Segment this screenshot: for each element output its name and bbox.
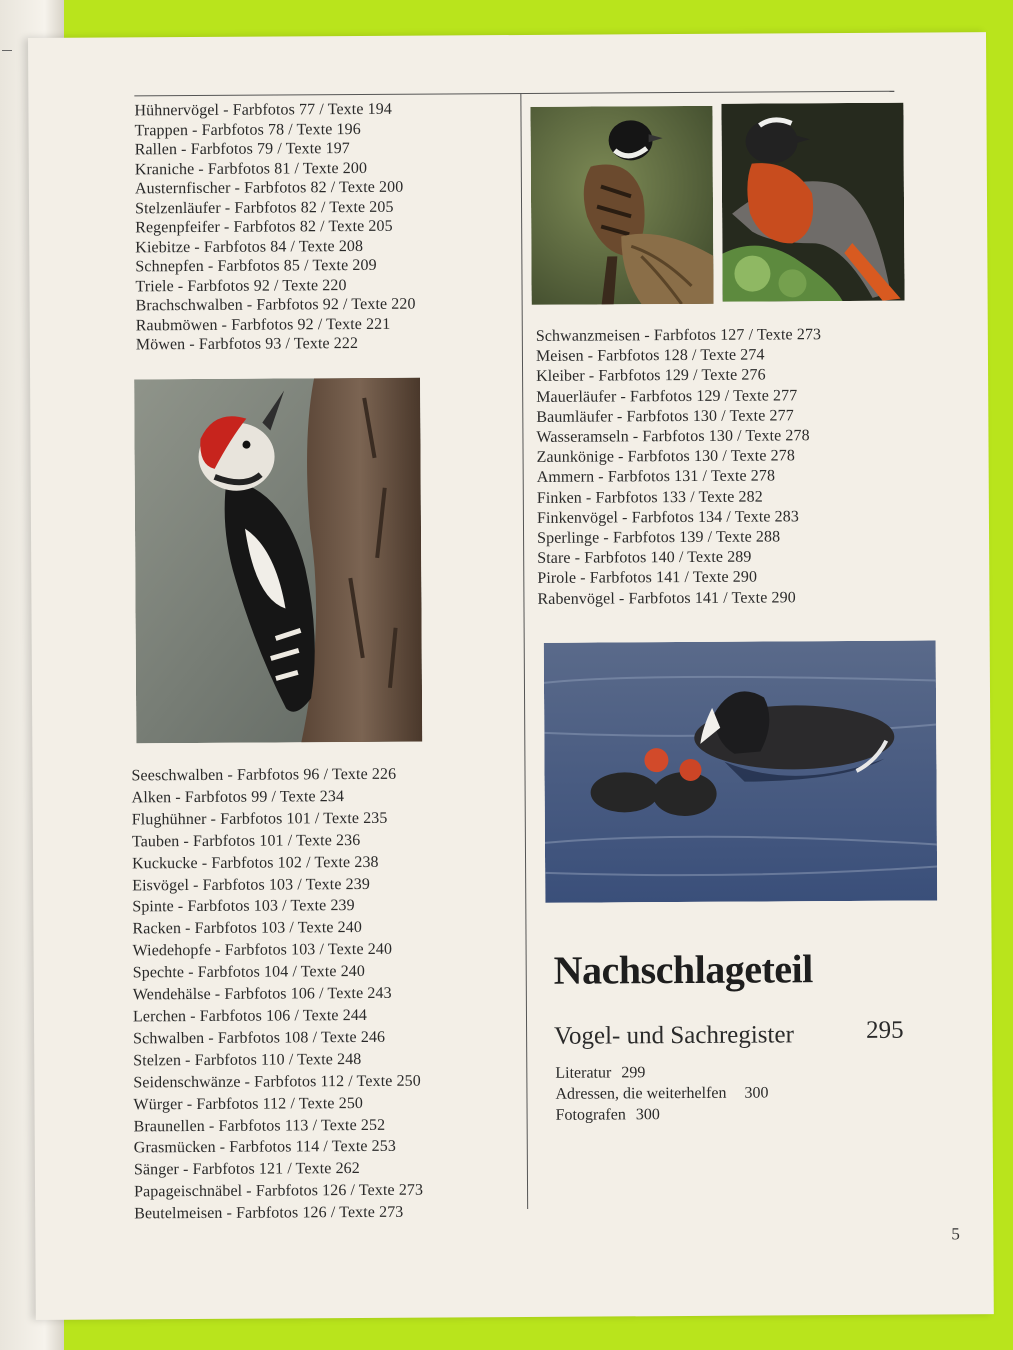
contents-entry: Racken - Farbfotos 103 / Texte 240 [132, 919, 362, 938]
contents-entry: Würger - Farbfotos 112 / Texte 250 [133, 1094, 364, 1113]
contents-entry: Schwanzmeisen - Farbfotos 127 / Texte 273 [535, 326, 822, 345]
contents-entry: Papageischnäbel - Farbfotos 126 / Texte 273 [133, 1181, 424, 1201]
contents-entry: Möwen - Farbfotos 93 / Texte 222 [135, 334, 359, 354]
contents-entry: Schwalben - Farbfotos 108 / Texte 246 [133, 1028, 386, 1048]
contents-entry: Alken - Farbfotos 99 / Texte 234 [131, 787, 345, 807]
contents-entry: Meisen - Farbfotos 128 / Texte 274 [535, 346, 765, 366]
contents-entry: Spinte - Farbfotos 103 / Texte 239 [132, 897, 355, 916]
contents-list-right [536, 325, 823, 610]
contents-entry: Eisvögel - Farbfotos 103 / Texte 239 [132, 875, 370, 894]
coot-photo [544, 640, 938, 902]
contents-list-left-top [134, 100, 415, 355]
contents-entry: Seeschwalben - Farbfotos 96 / Texte 226 [131, 765, 397, 785]
reference-item-adressen: Adressen, die weiterhelfen 300 [555, 1084, 769, 1103]
woodpecker-photo [134, 378, 422, 744]
book-page [28, 32, 994, 1320]
contents-entry: Hühnervögel - Farbfotos 77 / Texte 194 [134, 100, 392, 120]
section-heading: Nachschlageteil [553, 946, 813, 993]
contents-entry: Seidenschwänze - Farbfotos 112 / Texte 250 [133, 1072, 421, 1092]
contents-entry: Rabenvögel - Farbfotos 141 / Texte 290 [537, 588, 796, 608]
page-number: 5 [951, 1224, 960, 1244]
contents-entry: Wiedehopfe - Farbfotos 103 / Texte 240 [132, 941, 393, 960]
contents-entry: Triele - Farbfotos 92 / Texte 220 [135, 276, 347, 295]
contents-entry: Wasseramseln - Farbfotos 130 / Texte 278 [536, 427, 810, 446]
contents-entry: Finkenvögel - Farbfotos 134 / Texte 283 [536, 508, 800, 527]
contents-entry: Kuckucke - Farbfotos 102 / Texte 238 [131, 853, 379, 873]
contents-entry: Wendehälse - Farbfotos 106 / Texte 243 [132, 984, 392, 1004]
reed-bunting-photo [530, 106, 713, 305]
contents-entry: Grasmücken - Farbfotos 114 / Texte 253 [133, 1138, 397, 1157]
register-label: Vogel- und Sachregister [554, 1021, 794, 1050]
reference-items [555, 1061, 768, 1125]
contents-entry: Sänger - Farbfotos 121 / Texte 262 [133, 1160, 360, 1179]
contents-entry: Baumläufer - Farbfotos 130 / Texte 277 [536, 407, 794, 426]
contents-entry: Ammern - Farbfotos 131 / Texte 278 [536, 467, 776, 487]
contents-entry: Stare - Farbfotos 140 / Texte 289 [537, 548, 752, 568]
top-rule [134, 91, 894, 97]
column-rule [520, 93, 528, 1209]
contents-entry: Spechte - Farbfotos 104 / Texte 240 [132, 963, 366, 982]
contents-entry: Mauerläufer - Farbfotos 129 / Texte 277 [536, 386, 798, 406]
contents-entry: Beutelmeisen - Farbfotos 126 / Texte 273 [134, 1203, 404, 1223]
contents-entry: Tauben - Farbfotos 101 / Texte 236 [131, 831, 361, 851]
contents-list-left-bottom [131, 764, 423, 1226]
contents-entry: Raubmöwen - Farbfotos 92 / Texte 221 [135, 315, 391, 334]
contents-entry: Flughühner - Farbfotos 101 / Texte 235 [131, 809, 388, 829]
contents-entry: Sperlinge - Farbfotos 139 / Texte 288 [537, 528, 781, 547]
contents-entry: Kiebitze - Farbfotos 84 / Texte 208 [135, 237, 364, 256]
redstart-photo [721, 103, 904, 302]
contents-entry: Rallen - Farbfotos 79 / Texte 197 [134, 140, 350, 159]
contents-entry: Austernfischer - Farbfotos 82 / Texte 200 [134, 178, 404, 198]
page-edge-mark [2, 50, 12, 51]
contents-entry: Kraniche - Farbfotos 81 / Texte 200 [134, 159, 368, 178]
reference-item-fotografen: Fotografen 300 [555, 1106, 660, 1124]
contents-entry: Kleiber - Farbfotos 129 / Texte 276 [536, 366, 766, 386]
reference-item-literatur: Literatur 299 [555, 1064, 646, 1082]
contents-entry: Regenpfeifer - Farbfotos 82 / Texte 205 [135, 217, 393, 237]
contents-entry: Schnepfen - Farbfotos 85 / Texte 209 [135, 256, 377, 276]
contents-entry: Lerchen - Farbfotos 106 / Texte 244 [132, 1006, 368, 1026]
register-page-number: 295 [865, 1016, 904, 1044]
contents-entry: Trappen - Farbfotos 78 / Texte 196 [134, 120, 361, 139]
contents-entry: Brachschwalben - Farbfotos 92 / Texte 220 [135, 295, 416, 315]
contents-entry: Stelzenläufer - Farbfotos 82 / Texte 205 [134, 198, 394, 217]
contents-entry: Braunellen - Farbfotos 113 / Texte 252 [133, 1116, 386, 1135]
contents-entry: Finken - Farbfotos 133 / Texte 282 [536, 488, 763, 507]
register-entry [554, 1016, 904, 1050]
contents-entry: Stelzen - Farbfotos 110 / Texte 248 [133, 1050, 362, 1070]
contents-entry: Pirole - Farbfotos 141 / Texte 290 [537, 568, 758, 588]
contents-entry: Zaunkönige - Farbfotos 130 / Texte 278 [536, 447, 795, 467]
